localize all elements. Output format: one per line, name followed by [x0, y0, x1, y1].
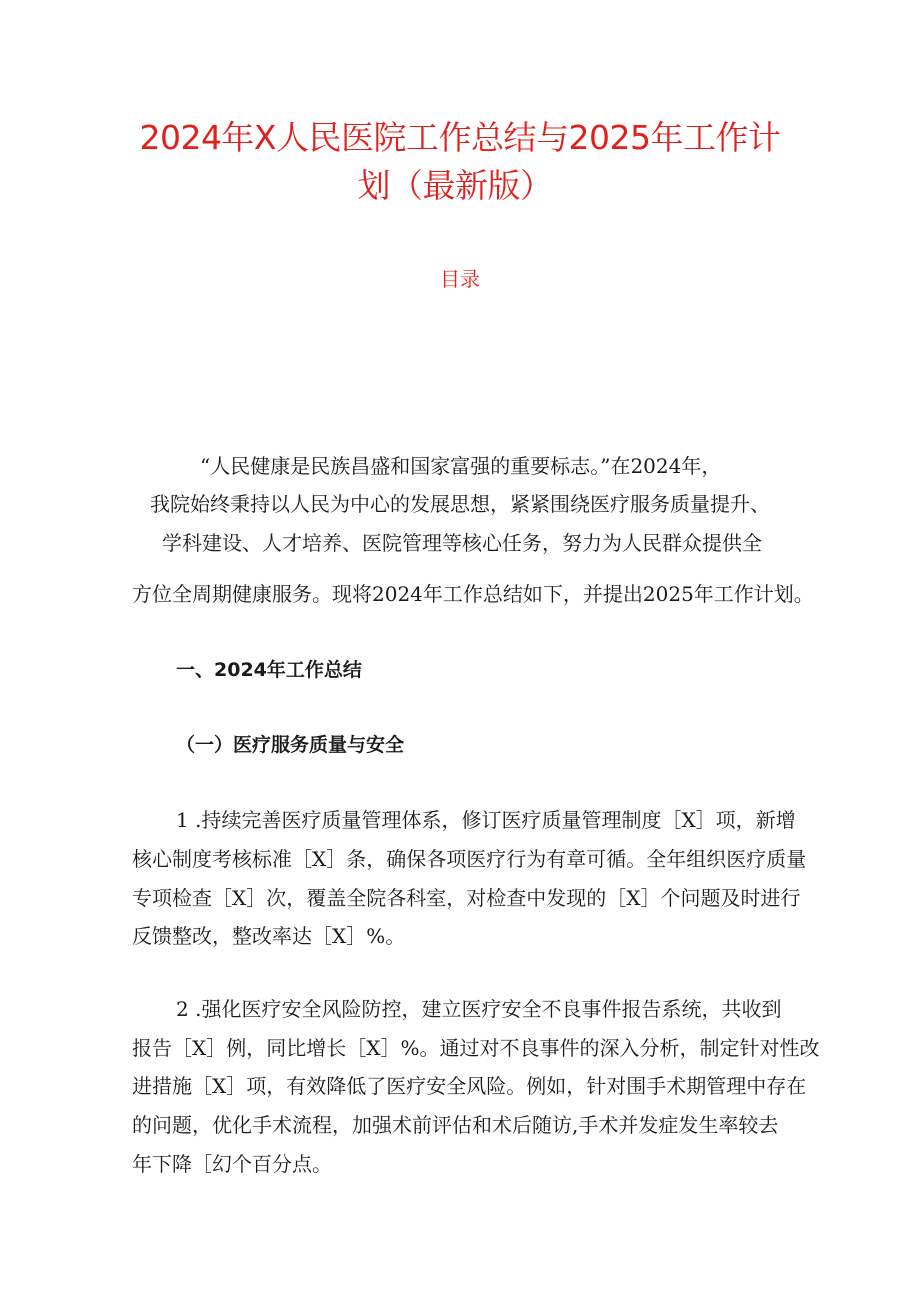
paragraph-2-line-4: 的问题，优化手术流程，加强术前评估和术后随访,手术并发症发生率较去 [132, 1113, 779, 1137]
document-title-line-2: 划（最新版） [357, 166, 553, 205]
table-of-contents-label: 目录 [440, 267, 480, 291]
paragraph-1-line-2: 核心制度考核标准［X］条，确保各项医疗行为有章可循。全年组织医疗质量 [132, 847, 807, 871]
document-title-line-1: 2024年X人民医院工作总结与2025年工作计 [139, 118, 781, 157]
paragraph-1-line-4: 反馈整改，整改率达［X］%。 [132, 924, 406, 948]
intro-line-2: 我院始终秉持以人民为中心的发展思想，紧紧围绕医疗服务质量提升、 [150, 492, 770, 516]
paragraph-2-line-2: 报告［X］例，同比增长［X］%。通过对不良事件的深入分析，制定针对性改 [132, 1036, 820, 1060]
intro-line-4: 方位全周期健康服务。现将2024年工作总结如下，并提出2025年工作计划。 [132, 582, 814, 606]
paragraph-2-line-5: 年下降［幻个百分点。 [132, 1152, 332, 1176]
intro-line-1: “人民健康是民族昌盛和国家富强的重要标志。”在2024年， [200, 454, 722, 478]
section-heading: 一、2024年工作总结 [176, 659, 362, 681]
paragraph-1-line-1: 1 .持续完善医疗质量管理体系，修订医疗质量管理制度［X］项，新增 [176, 808, 796, 832]
paragraph-1-line-3: 专项检查［X］次，覆盖全院各科室，对检查中发现的［X］个问题及时进行 [132, 886, 801, 910]
subsection-heading: （一）医疗服务质量与安全 [176, 734, 405, 756]
paragraph-2-line-1: 2 .强化医疗安全风险防控，建立医疗安全不良事件报告系统，共收到 [176, 997, 782, 1021]
paragraph-2-line-3: 进措施［X］项，有效降低了医疗安全风险。例如，针对围手术期管理中存在 [132, 1074, 807, 1098]
intro-line-3: 学科建设、人才培养、医院管理等核心任务，努力为人民群众提供全 [162, 531, 762, 555]
